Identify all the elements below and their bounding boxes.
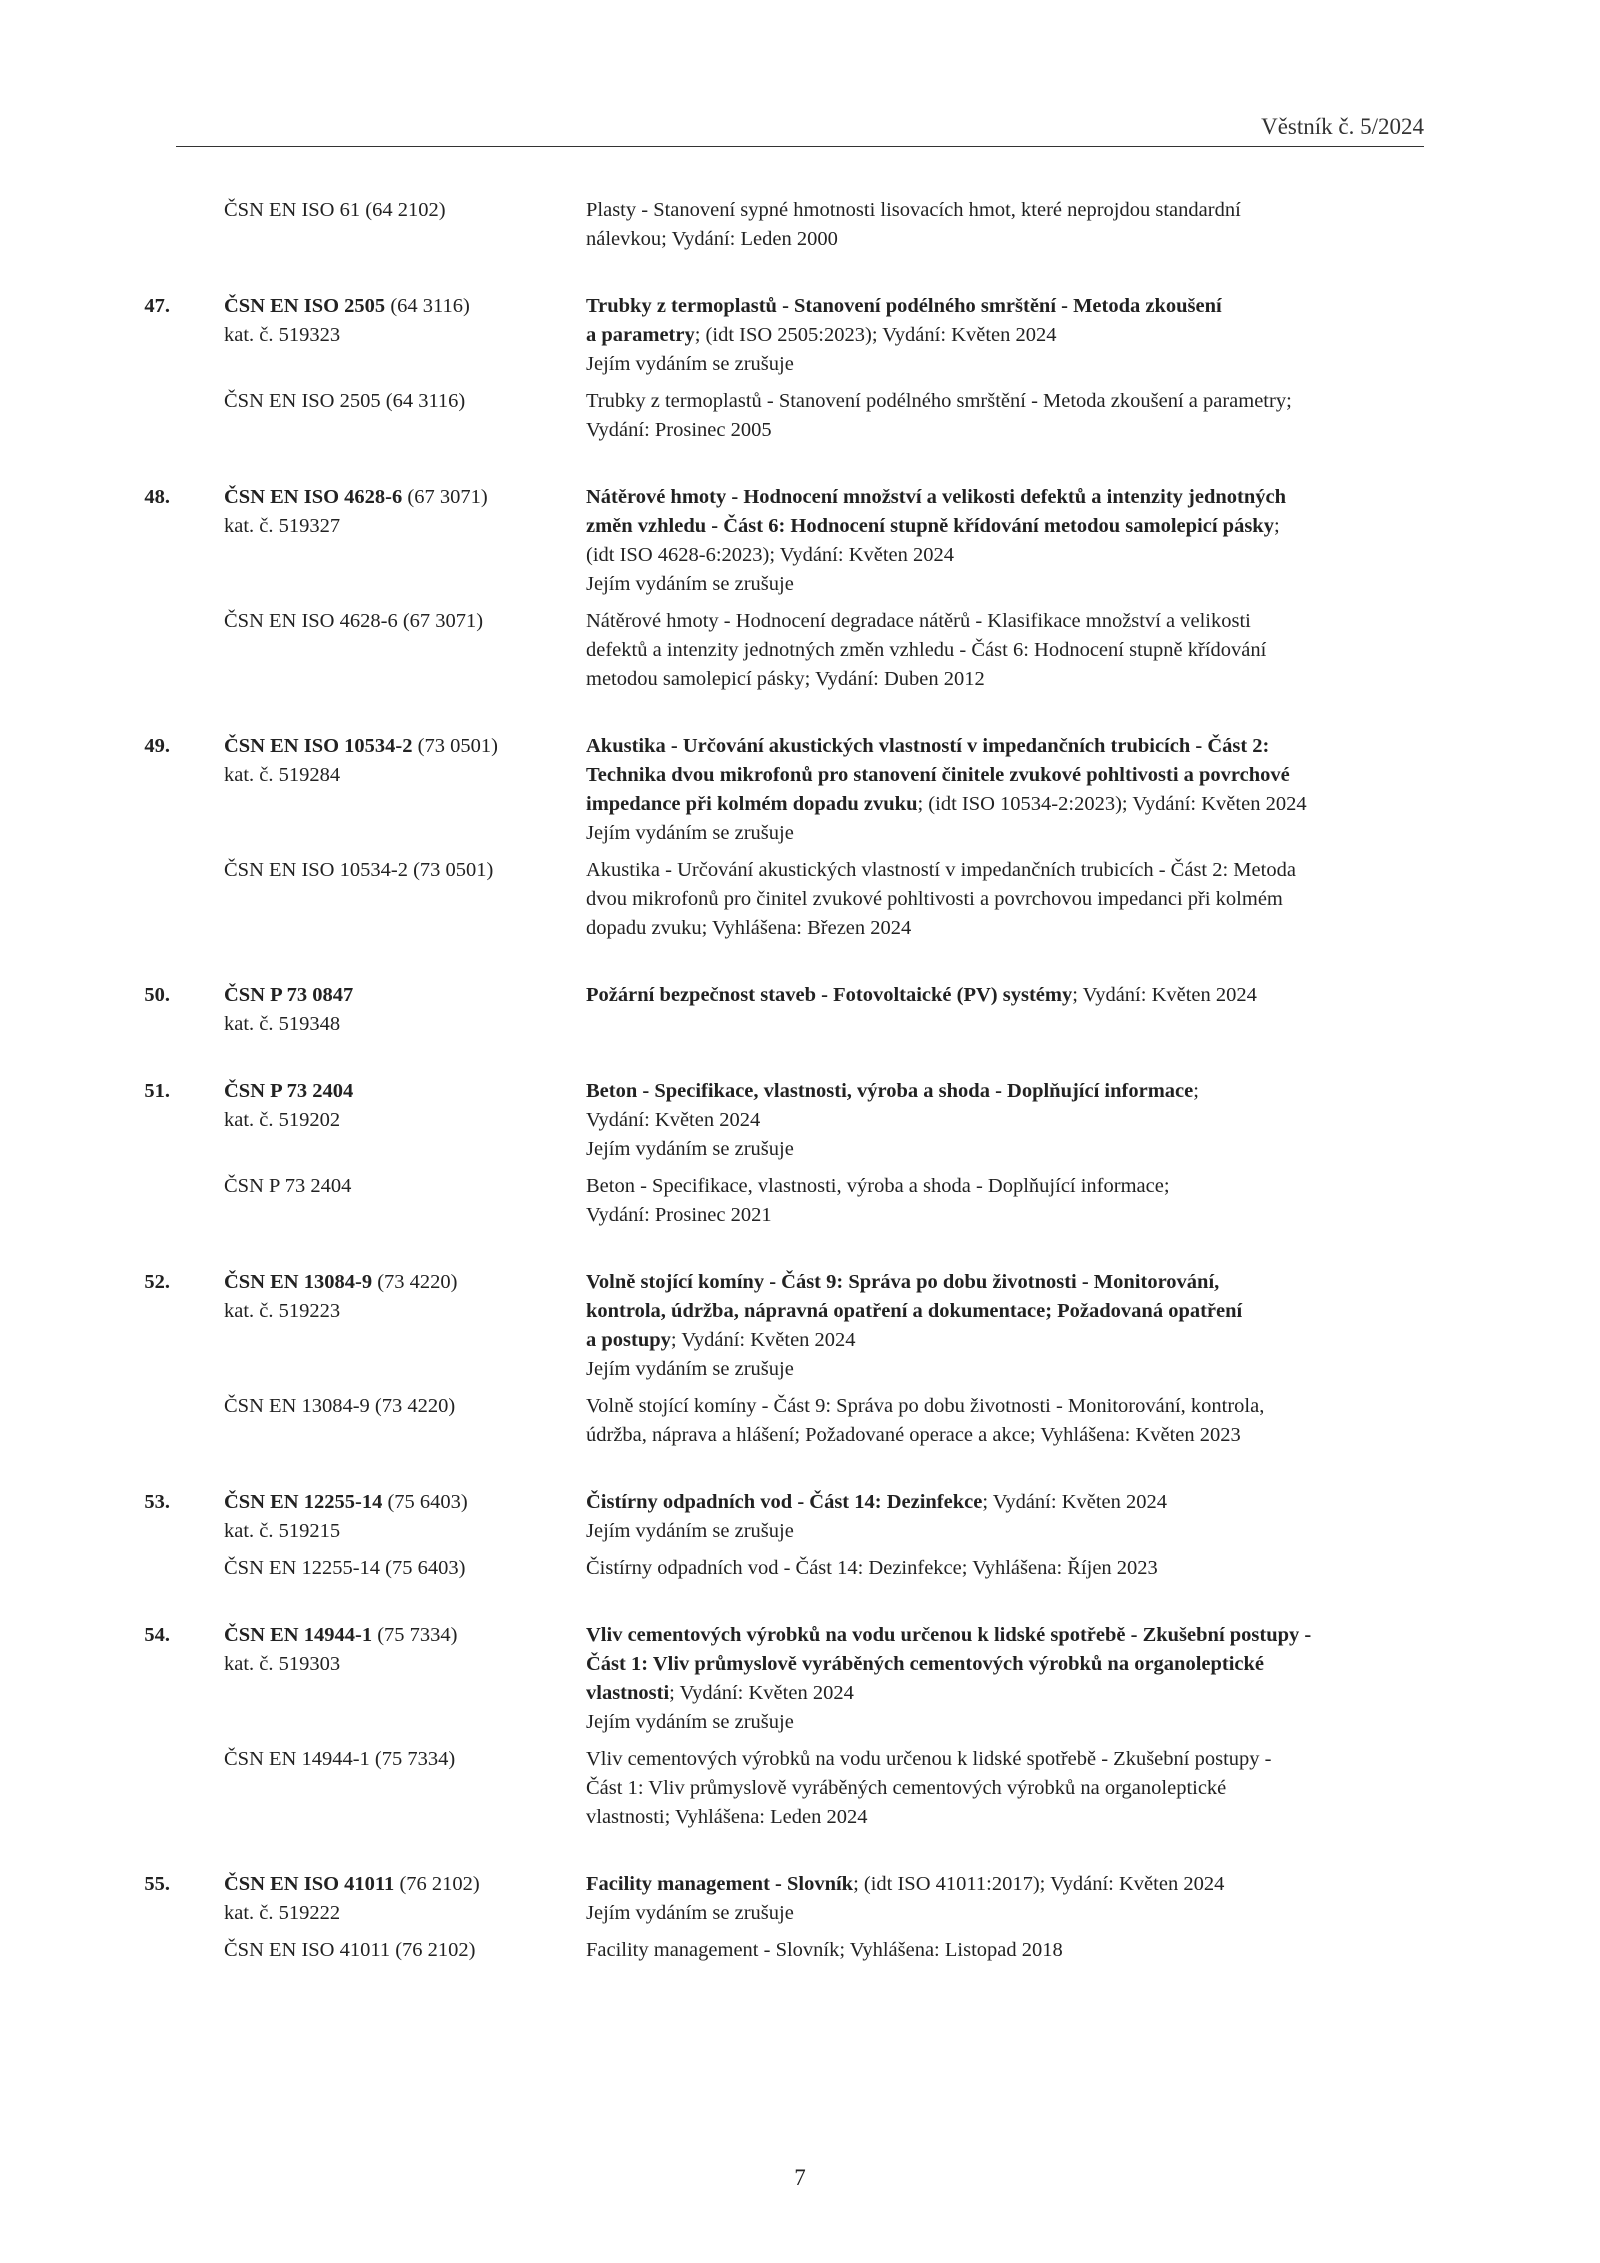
edition-text: (idt ISO 4628-6:2023); Vydání: Květen 2024: [586, 544, 955, 566]
new-standard-row: [144, 1621, 1426, 1737]
standard-identifier: [144, 292, 586, 379]
catalog-number: kat. č. 519348: [224, 1013, 341, 1035]
replaced-standard-row: [176, 1745, 1426, 1832]
title-text: Čistírny odpadních vod - Část 14: Dezinfekce: [586, 1491, 983, 1513]
standard-entry: [144, 981, 1426, 1039]
standard-code: ČSN EN ISO 41011: [224, 1873, 395, 1895]
replaced-standard-code: ČSN P 73 2404: [224, 1175, 352, 1197]
standard-code: ČSN P 73 2404: [224, 1080, 354, 1102]
replaced-standard-code: ČSN EN ISO 4628-6 (67 3071): [224, 610, 484, 632]
replaced-standard-description: [586, 1392, 1426, 1450]
entry-number: 55.: [144, 1873, 170, 1895]
edition-text: ;: [1193, 1080, 1199, 1102]
catalog-number: kat. č. 519223: [224, 1300, 341, 1322]
description-line: Trubky z termoplastů - Stanovení podélného smrštění - Metoda zkoušení a parametry;: [586, 390, 1292, 412]
standard-class-code: (75 6403): [382, 1491, 468, 1513]
description-line: [586, 790, 1426, 819]
standard-code-line: [144, 1621, 586, 1650]
edition-text: ; Vydání: Květen 2024: [669, 1682, 854, 1704]
new-standard-row: [144, 1488, 1426, 1546]
replaced-standard-code: ČSN EN ISO 61 (64 2102): [224, 199, 446, 221]
replaced-standard-code: ČSN EN ISO 41011 (76 2102): [224, 1939, 476, 1961]
standard-entry: [144, 483, 1426, 694]
description-line: vlastnosti; Vyhlášena: Leden 2024: [586, 1806, 868, 1828]
title-text: impedance při kolmém dopadu zvuku: [586, 793, 918, 815]
standard-entry: [144, 1488, 1426, 1583]
standard-class-code: (67 3071): [402, 486, 488, 508]
catalog-number: kat. č. 519327: [224, 515, 341, 537]
standard-code: ČSN EN 12255-14: [224, 1491, 383, 1513]
replaced-standard-code: ČSN EN ISO 10534-2 (73 0501): [224, 859, 494, 881]
description-line: Čistírny odpadních vod - Část 14: Dezinfekce; Vyhlášena: Říjen 2023: [586, 1557, 1158, 1579]
standard-identifier: [144, 1870, 586, 1928]
catalog-number: kat. č. 519202: [224, 1109, 341, 1131]
standard-code: ČSN EN 13084-9: [224, 1271, 373, 1293]
replaced-standard-row: [176, 196, 1426, 254]
title-text: a parametry: [586, 324, 695, 346]
title-text: kontrola, údržba, nápravná opatření a dokumentace; Požadovaná opatření: [586, 1300, 1243, 1322]
title-text: Část 1: Vliv průmyslově vyráběných cementových výrobků na organoleptické: [586, 1653, 1265, 1675]
description-line: [586, 1650, 1426, 1679]
edition-text: Vydání: Květen 2024: [586, 1109, 761, 1131]
standard-code-line: [144, 1268, 586, 1297]
title-text: Facility management - Slovník: [586, 1873, 854, 1895]
standard-code: ČSN EN ISO 2505: [224, 295, 386, 317]
replaced-standard-description: [586, 1554, 1426, 1583]
replaced-standard-row: [176, 387, 1426, 445]
standard-identifier: [144, 1488, 586, 1546]
title-text: Beton - Specifikace, vlastnosti, výroba a shoda - Doplňující informace: [586, 1080, 1194, 1102]
description-line: Plasty - Stanovení sypné hmotnosti lisovacích hmot, které neprojdou standardní: [586, 199, 1241, 221]
title-text: a postupy: [586, 1329, 671, 1351]
edition-text: ; Vydání: Květen 2024: [670, 1329, 856, 1351]
entry-number: 52.: [144, 1271, 170, 1293]
title-text: vlastnosti: [586, 1682, 670, 1704]
new-standard-row: [144, 981, 1426, 1039]
entry-number: 51.: [144, 1080, 170, 1102]
standard-code-line: [144, 981, 586, 1010]
catalog-number: kat. č. 519303: [224, 1653, 341, 1675]
description-line: [586, 1297, 1426, 1326]
standard-code-line: [144, 483, 586, 512]
description-line: [586, 819, 1426, 848]
title-text: Požární bezpečnost staveb - Fotovoltaické (PV) systémy: [586, 984, 1073, 1006]
edition-text: ; Vydání: Květen 2024: [1072, 984, 1257, 1006]
new-standard-row: [144, 292, 1426, 379]
description-line: [586, 1899, 1426, 1928]
intro-entry: [176, 196, 1426, 254]
entry-number: 50.: [144, 984, 170, 1006]
standard-description: [586, 1488, 1426, 1546]
standard-code-line: [144, 1077, 586, 1106]
replaced-standard-row: [176, 607, 1426, 694]
description-line: [586, 483, 1426, 512]
description-line: [586, 1621, 1426, 1650]
description-line: Akustika - Určování akustických vlastností v impedančních trubicích - Část 2: Metoda: [586, 859, 1296, 881]
standard-description: [586, 483, 1426, 599]
standard-entry: [144, 292, 1426, 445]
edition-text: ; (idt ISO 41011:2017); Vydání: Květen 2024: [853, 1873, 1225, 1895]
replaced-standard-row: [176, 1392, 1426, 1450]
replaced-standard-description: [586, 1172, 1426, 1230]
description-line: [586, 1517, 1426, 1546]
standard-identifier: [144, 1268, 586, 1384]
standard-description: [586, 1621, 1426, 1737]
description-line: Vliv cementových výrobků na vodu určenou k lidské spotřebě - Zkušební postupy -: [586, 1748, 1272, 1770]
description-line: Vydání: Prosinec 2005: [586, 419, 772, 441]
title-text: Volně stojící komíny - Část 9: Správa po dobu životnosti - Monitorování,: [586, 1271, 1220, 1293]
description-line: nálevkou; Vydání: Leden 2000: [586, 228, 838, 250]
description-line: dvou mikrofonů pro činitel zvukové pohltivosti a povrchovou impedanci při kolmém: [586, 888, 1283, 910]
replaced-standard-code: ČSN EN 12255-14 (75 6403): [224, 1557, 466, 1579]
title-text: změn vzhledu - Část 6: Hodnocení stupně křídování metodou samolepicí pásky: [586, 515, 1274, 537]
description-line: [586, 1679, 1426, 1708]
standard-code: ČSN EN 14944-1: [224, 1624, 373, 1646]
description-line: [586, 1326, 1426, 1355]
description-line: [586, 512, 1426, 541]
description-line: Facility management - Slovník; Vyhlášena: Listopad 2018: [586, 1939, 1063, 1961]
catalog-number: kat. č. 519215: [224, 1520, 341, 1542]
description-line: Beton - Specifikace, vlastnosti, výroba a shoda - Doplňující informace;: [586, 1175, 1170, 1197]
replaced-standard-description: [586, 387, 1426, 445]
description-line: Vydání: Prosinec 2021: [586, 1204, 772, 1226]
description-line: [586, 1488, 1426, 1517]
description-line: Nátěrové hmoty - Hodnocení degradace nátěrů - Klasifikace množství a velikosti: [586, 610, 1251, 632]
description-line: [586, 1708, 1426, 1737]
replaced-standard-code: ČSN EN 14944-1 (75 7334): [224, 1748, 456, 1770]
standard-entry: [144, 1077, 1426, 1230]
replaced-standard-code: ČSN EN 13084-9 (73 4220): [224, 1395, 456, 1417]
standard-description: [586, 1077, 1426, 1164]
replaced-standard-description: [586, 856, 1426, 943]
edition-text: ;: [1273, 515, 1280, 537]
standard-class-code: (73 0501): [412, 735, 498, 757]
replaced-standard-row: [176, 1936, 1426, 1965]
description-line: [586, 1077, 1426, 1106]
description-line: [586, 1355, 1426, 1384]
standard-code: ČSN EN ISO 4628-6: [224, 486, 403, 508]
standard-identifier: [144, 732, 586, 848]
description-line: [586, 350, 1426, 379]
title-text: Akustika - Určování akustických vlastností v impedančních trubicích - Část 2:: [586, 735, 1270, 757]
edition-text: ; Vydání: Květen 2024: [982, 1491, 1168, 1513]
standard-description: [586, 1268, 1426, 1384]
description-line: [586, 1135, 1426, 1164]
edition-text: ; (idt ISO 10534-2:2023); Vydání: Květen 2024: [917, 793, 1307, 815]
entry-number: 48.: [144, 486, 170, 508]
edition-text: Jejím vydáním se zrušuje: [586, 573, 794, 595]
description-line: Volně stojící komíny - Část 9: Správa po dobu životnosti - Monitorování, kontrola,: [586, 1395, 1265, 1417]
new-standard-row: [144, 732, 1426, 848]
description-line: [586, 1106, 1426, 1135]
title-text: Nátěrové hmoty - Hodnocení množství a velikosti defektů a intenzity jednotných: [586, 486, 1287, 508]
standard-identifier: [144, 1077, 586, 1164]
standard-class-code: (73 4220): [372, 1271, 458, 1293]
description-line: metodou samolepicí pásky; Vydání: Duben 2012: [586, 668, 985, 690]
edition-text: Jejím vydáním se zrušuje: [586, 1520, 794, 1542]
bulletin-title: Věstník č. 5/2024: [1261, 114, 1424, 139]
description-line: [586, 321, 1426, 350]
edition-text: Jejím vydáním se zrušuje: [586, 1138, 794, 1160]
replaced-standard-description: [586, 1745, 1426, 1832]
description-line: [586, 732, 1426, 761]
edition-text: Jejím vydáním se zrušuje: [586, 1711, 794, 1733]
standard-description: [586, 292, 1426, 379]
replaced-standard-row: [176, 1172, 1426, 1230]
entry-number: 47.: [144, 295, 170, 317]
description-line: dopadu zvuku; Vyhlášena: Březen 2024: [586, 917, 912, 939]
title-text: Trubky z termoplastů - Stanovení podélného smrštění - Metoda zkoušení: [586, 295, 1222, 317]
replaced-standard-description: [586, 607, 1426, 694]
edition-text: Jejím vydáním se zrušuje: [586, 1902, 794, 1924]
new-standard-row: [144, 1268, 1426, 1384]
standard-code-line: [144, 292, 586, 321]
replaced-standard-description: [586, 1936, 1426, 1965]
standard-code-line: [144, 732, 586, 761]
standard-identifier: [144, 981, 586, 1039]
standard-entry: [144, 732, 1426, 943]
catalog-number: kat. č. 519222: [224, 1902, 341, 1924]
replaced-standard-description: [586, 196, 1426, 254]
description-line: [586, 570, 1426, 599]
replaced-standard-row: [176, 856, 1426, 943]
replaced-standard-code: ČSN EN ISO 2505 (64 3116): [224, 390, 466, 412]
standard-code-line: [144, 1870, 586, 1899]
edition-text: Jejím vydáním se zrušuje: [586, 822, 794, 844]
description-line: [586, 761, 1426, 790]
description-line: [586, 1870, 1426, 1899]
standard-code-line: [144, 1488, 586, 1517]
description-line: [586, 292, 1426, 321]
edition-text: ; (idt ISO 2505:2023); Vydání: Květen 2024: [694, 324, 1057, 346]
new-standard-row: [144, 483, 1426, 599]
standard-identifier: [144, 483, 586, 599]
standard-description: [586, 981, 1426, 1039]
standard-class-code: (75 7334): [372, 1624, 458, 1646]
edition-text: Jejím vydáním se zrušuje: [586, 353, 794, 375]
entry-number: 49.: [144, 735, 170, 757]
standard-identifier: [144, 1621, 586, 1737]
replaced-standard-row: [176, 1554, 1426, 1583]
entry-number: 53.: [144, 1491, 170, 1513]
standard-description: [586, 1870, 1426, 1928]
catalog-number: kat. č. 519284: [224, 764, 341, 786]
standard-entry: [144, 1621, 1426, 1832]
standard-code: ČSN P 73 0847: [224, 984, 354, 1006]
description-line: Část 1: Vliv průmyslově vyráběných cementových výrobků na organoleptické: [586, 1777, 1227, 1799]
entry-number: 54.: [144, 1624, 170, 1646]
new-standard-row: [144, 1870, 1426, 1928]
description-line: [586, 981, 1426, 1010]
standard-entry: [144, 1870, 1426, 1965]
standard-class-code: (64 3116): [385, 295, 470, 317]
standard-entry: [144, 1268, 1426, 1450]
description-line: [586, 1268, 1426, 1297]
description-line: [586, 541, 1426, 570]
description-line: údržba, náprava a hlášení; Požadované operace a akce; Vyhlášena: Květen 2023: [586, 1424, 1241, 1446]
standards-list: [144, 196, 1426, 2003]
page-number: 7: [794, 2165, 806, 2190]
standard-description: [586, 732, 1426, 848]
catalog-number: kat. č. 519323: [224, 324, 341, 346]
title-text: Technika dvou mikrofonů pro stanovení činitele zvukové pohltivosti a povrchové: [586, 764, 1290, 786]
page-header: [176, 112, 1424, 147]
standard-class-code: (76 2102): [394, 1873, 480, 1895]
description-line: defektů a intenzity jednotných změn vzhledu - Část 6: Hodnocení stupně křídování: [586, 639, 1267, 661]
title-text: Vliv cementových výrobků na vodu určenou k lidské spotřebě - Zkušební postupy -: [586, 1624, 1312, 1646]
new-standard-row: [144, 1077, 1426, 1164]
standard-code: ČSN EN ISO 10534-2: [224, 735, 413, 757]
edition-text: Jejím vydáním se zrušuje: [586, 1358, 794, 1380]
